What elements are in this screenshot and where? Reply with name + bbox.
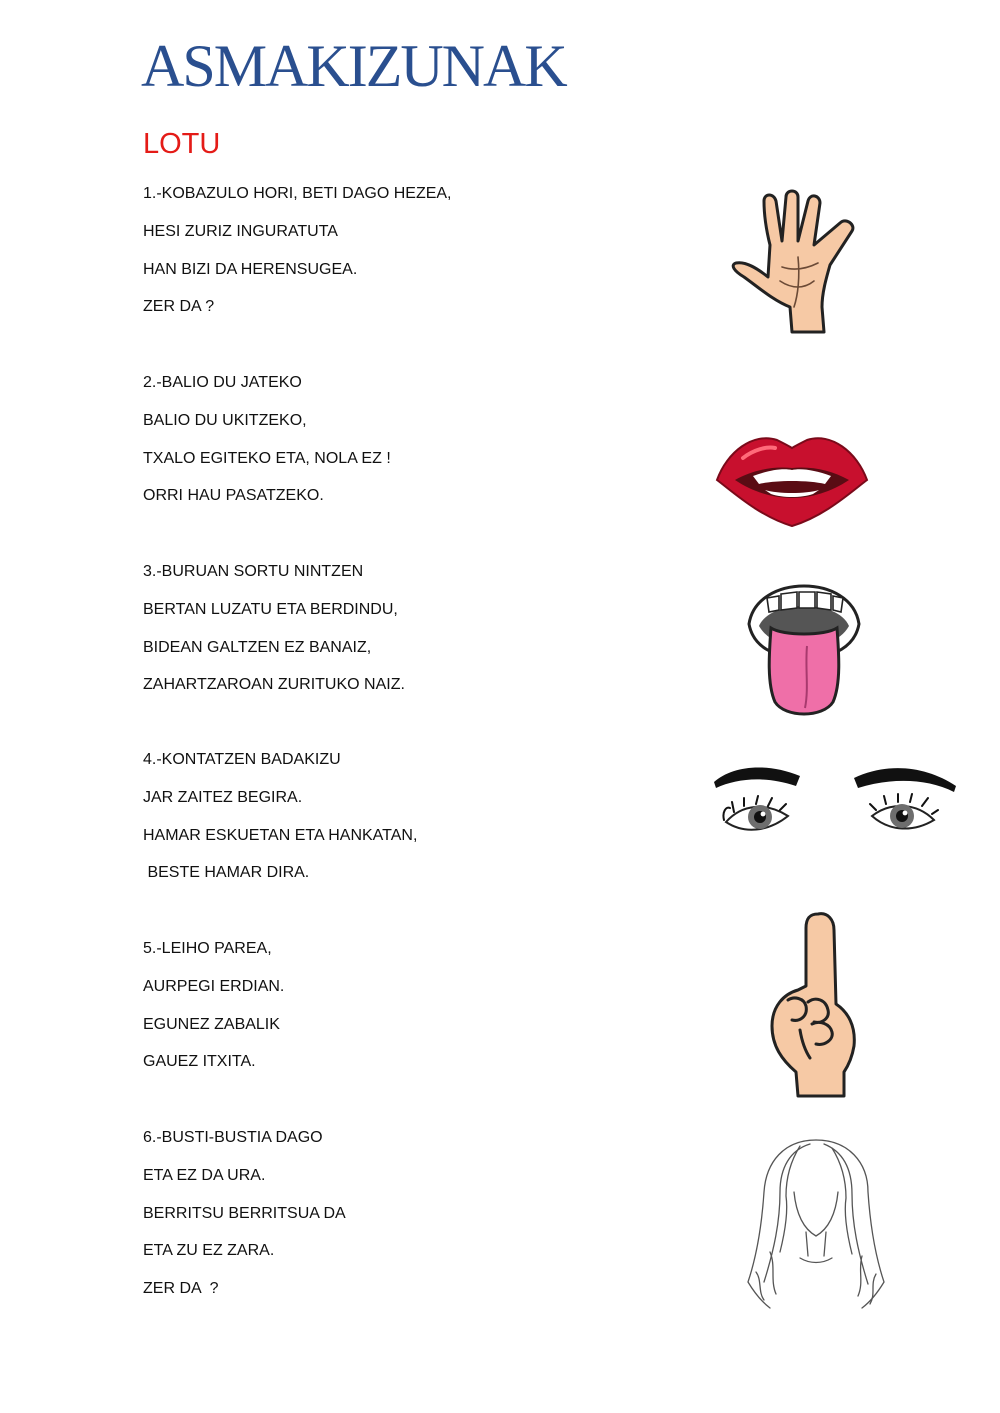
lips-illustration	[713, 428, 871, 534]
riddle-line: HAMAR ESKUETAN ETA HANKATAN,	[143, 826, 418, 844]
riddle-line: JAR ZAITEZ BEGIRA.	[143, 788, 303, 806]
riddle-5	[143, 939, 284, 1090]
riddle-line: 5.-LEIHO PAREA,	[143, 940, 272, 957]
riddle-line: 4.-KONTATZEN BADAKIZU	[143, 751, 341, 768]
eyes-illustration	[708, 758, 964, 848]
tongue-illustration	[745, 584, 863, 719]
riddle-line: BESTE HAMAR DIRA.	[143, 864, 310, 882]
riddle-4	[143, 750, 417, 901]
riddle-line: ETA ZU EZ ZARA.	[143, 1242, 275, 1260]
riddle-line: 3.-BURUAN SORTU NINTZEN	[143, 563, 364, 580]
riddle-line: HESI ZURIZ INGURATUTA	[143, 222, 338, 240]
riddle-line: BIDEAN GALTZEN EZ BANAIZ,	[143, 638, 372, 656]
riddle-1	[143, 184, 452, 335]
riddle-line: GAUEZ ITXITA.	[143, 1053, 256, 1071]
riddle-line: AURPEGI ERDIAN.	[143, 977, 285, 995]
riddle-line: BERRITSU BERRITSUA DA	[143, 1204, 346, 1222]
finger-illustration	[760, 906, 866, 1102]
instruction-heading: LOTU	[143, 128, 221, 160]
riddle-line: 1.-KOBAZULO HORI, BETI DAGO HEZEA,	[143, 185, 452, 202]
riddle-line: 2.-BALIO DU JATEKO	[143, 374, 302, 391]
riddle-line: BERTAN LUZATU ETA BERDINDU,	[143, 600, 398, 618]
riddle-line: 6.-BUSTI-BUSTIA DAGO	[143, 1129, 323, 1146]
riddle-line: ZER DA ?	[143, 298, 215, 316]
riddle-6	[143, 1128, 346, 1317]
riddle-3	[143, 562, 405, 713]
riddle-line: BALIO DU UKITZEKO,	[143, 411, 307, 429]
riddle-line: ZER DA ?	[143, 1280, 219, 1298]
hair-illustration	[740, 1132, 892, 1314]
hand-illustration	[722, 185, 882, 340]
riddle-line: TXALO EGITEKO ETA, NOLA EZ !	[143, 449, 391, 467]
riddle-line: ETA EZ DA URA.	[143, 1166, 266, 1184]
riddle-line: EGUNEZ ZABALIK	[143, 1015, 280, 1033]
riddle-2	[143, 373, 391, 524]
riddle-line: ZAHARTZAROAN ZURITUKO NAIZ.	[143, 676, 405, 694]
page-title: ASMAKIZUNAK	[141, 33, 566, 99]
riddle-line: ORRI HAU PASATZEKO.	[143, 487, 324, 505]
riddle-line: HAN BIZI DA HERENSUGEA.	[143, 260, 358, 278]
